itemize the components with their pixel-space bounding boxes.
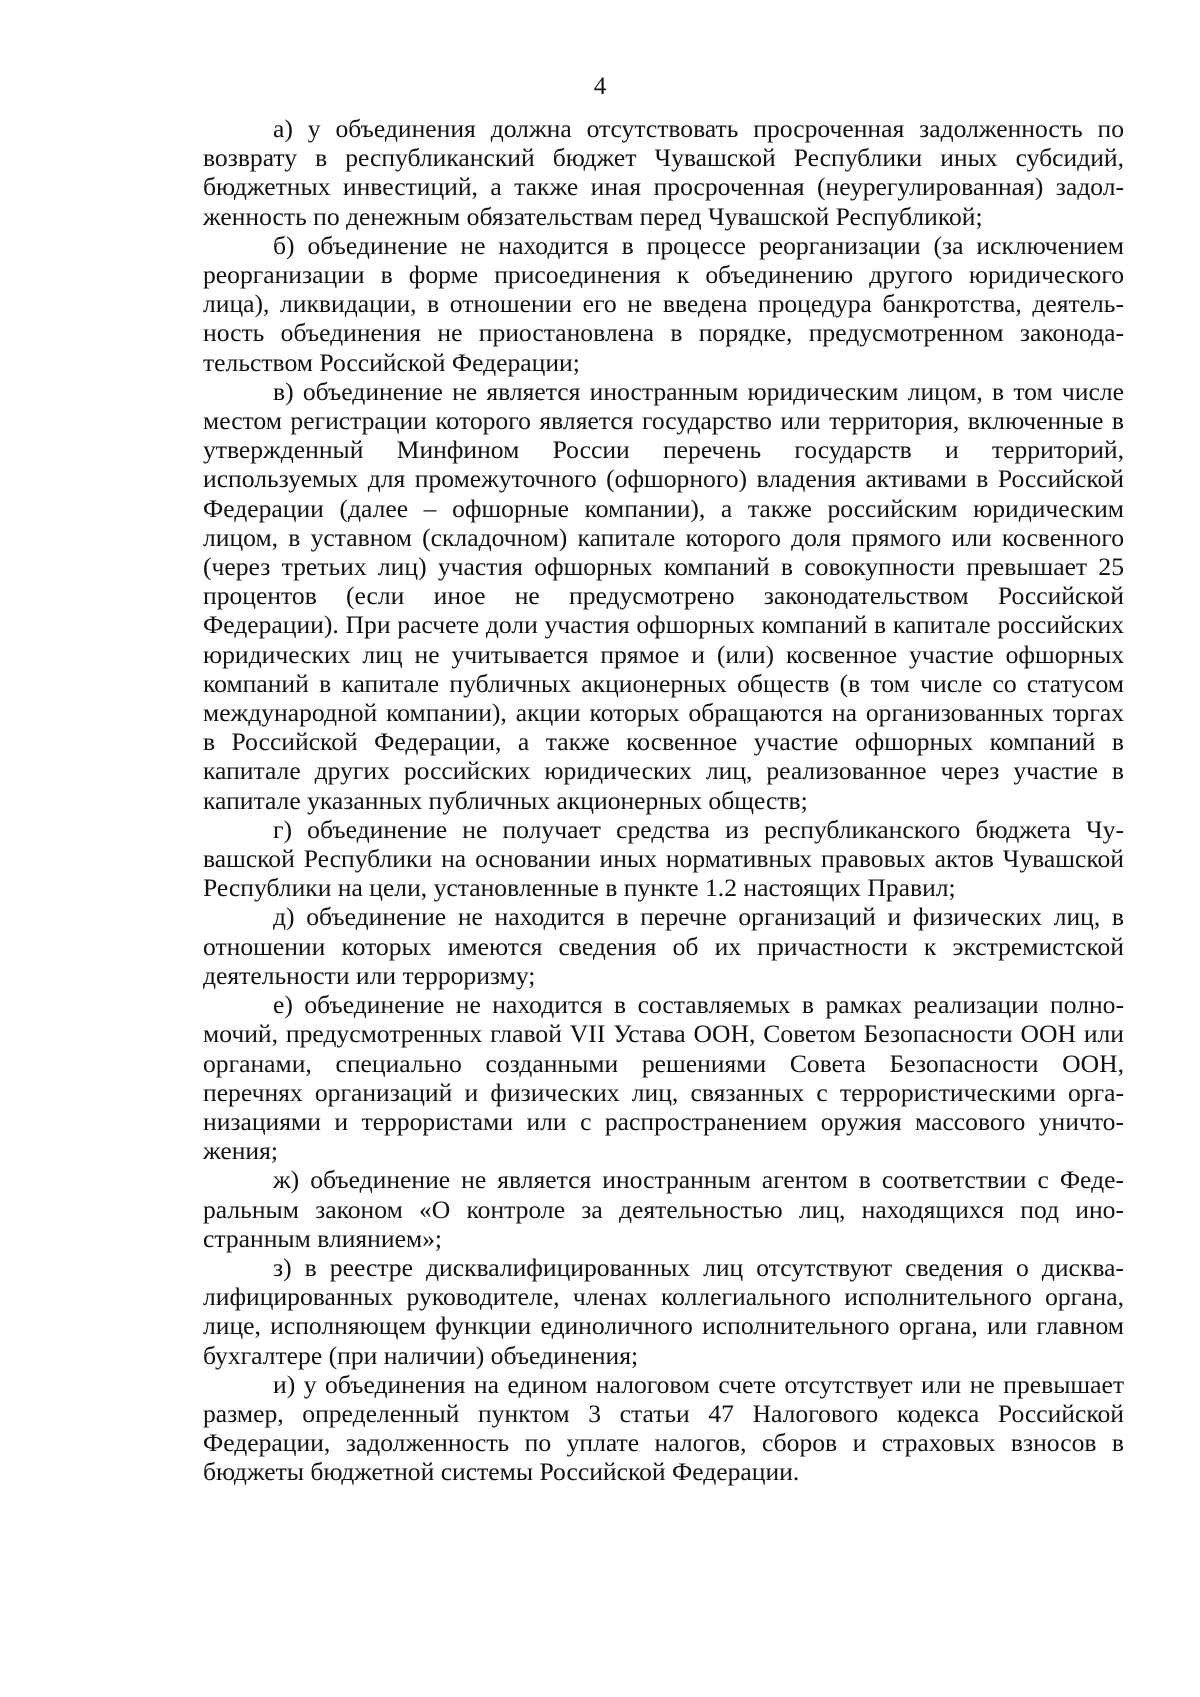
- page-number: 4: [593, 73, 607, 100]
- document-body: [203, 114, 1124, 1487]
- paragraph-z: з) в реестре дисквалифицированных лиц отсутствуют сведения о дисквалифицированных руководителе, членах коллегиального исполнительного органа, лице, исполняющем функции единоличного исполнительного органа, или главном бухгалтере (при наличии) объединения;: [203, 1252, 1124, 1370]
- paragraph-e: е) объединение не находится в составляемых в рамках реализации полномочий, предусмотренных главой VII Устава ООН, Советом Безопасности ООН или органами, специально созданными решениями Совета Безопасности ООН, перечнях организаций и физических лиц, связанных с террористическими организациями и террористами или с распространением оружия массового уничтожения;: [203, 990, 1124, 1166]
- paragraph-v: в) объединение не является иностранным юридическим лицом, в том числе местом регистрации которого является государство или территория, включенные в утвержденный Минфином России перечень государств и территорий, используемых для промежуточного (офшорного) владения активами в Российской Федерации (далее – офшорные компании), а также российским юридическим лицом, в уставном (складочном) капитале которого доля прямого или косвенного (через третьих лиц) участия офшорных компаний в совокупности превышает 25 процентов (если иное не предусмотрено законодательством Российской Федерации). При расчете доли участия офшорных компаний в капитале российских юридических лиц не учитывается прямое и (или) косвенное участие офшорных компаний в капитале публичных акционерных обществ (в том числе со статусом международной компании), акции которых обращаются на организованных торгах в Российской Федерации, а также косвенное участие офшорных компаний в капитале других российских юридических лиц, реализованное через участие в капитале указанных публичных акционерных обществ;: [203, 376, 1124, 815]
- paragraph-i: и) у объединения на едином налоговом счете отсутствует или не превышает размер, определенный пунктом 3 статьи 47 Налогового кодекса Российской Федерации, задолженность по уплате налогов, сборов и страховых взносов в бюджеты бюджетной системы Российской Федерации.: [203, 1369, 1124, 1487]
- paragraph-a: а) у объединения должна отсутствовать просроченная задолженность по возврату в республиканский бюджет Чувашской Республики иных субсидий, бюджетных инвестиций, а также иная просроченная (неурегулированная) задолженность по денежным обязательствам перед Чувашской Республикой;: [203, 114, 1124, 231]
- paragraph-zh: ж) объединение не является иностранным агентом в соответствии с Федеральным законом «О контроле за деятельностью лиц, находящихся под иностранным влиянием»;: [203, 1165, 1124, 1253]
- paragraph-d: д) объединение не находится в перечне организаций и физических лиц, в отношении которых имеются сведения об их причастности к экстремистской деятельности или терроризму;: [203, 902, 1124, 990]
- paragraph-g: г) объединение не получает средства из республиканского бюджета Чувашской Республики на основании иных нормативных правовых актов Чувашской Республики на цели, установленные в пункте 1.2 настоящих Правил;: [203, 814, 1124, 903]
- paragraph-b: б) объединение не находится в процессе реорганизации (за исключением реорганизации в форме присоединения к объединению другого юридического лица), ликвидации, в отношении его не введена процедура банкротства, деятельность объединения не приостановлена в порядке, предусмотренном законодательством Российской Федерации;: [203, 230, 1124, 377]
